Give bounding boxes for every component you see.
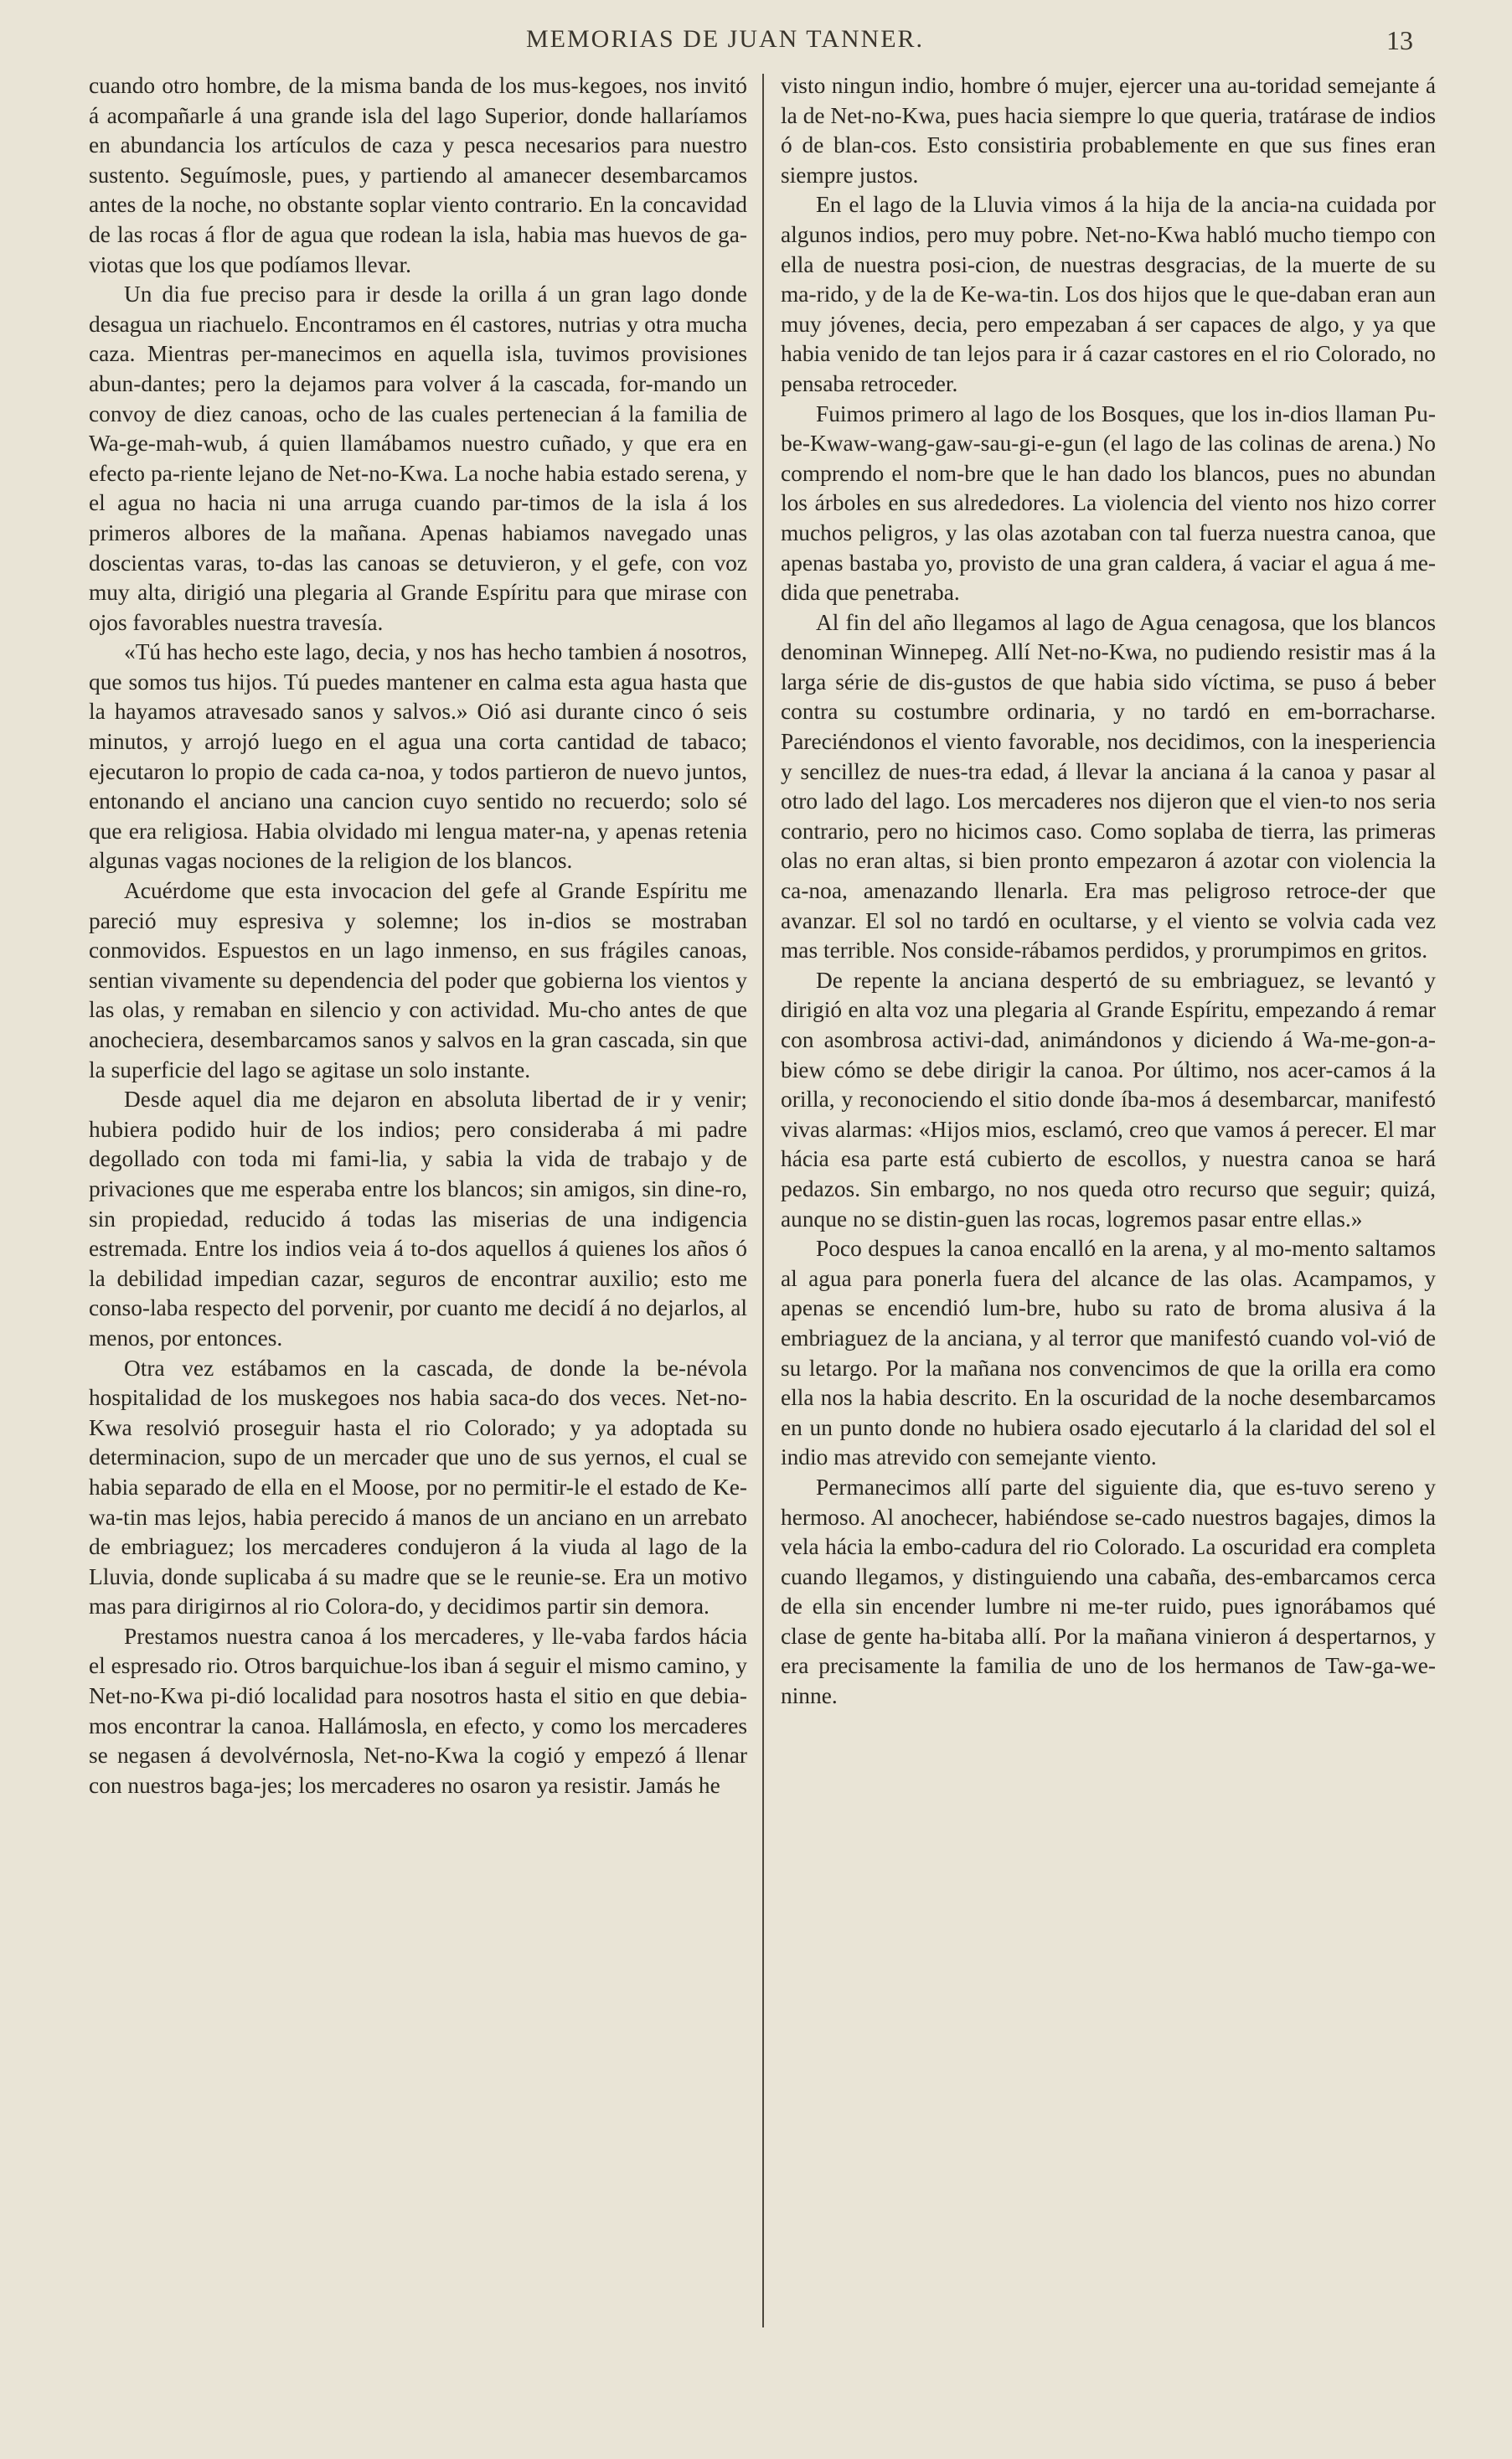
column-divider: [762, 74, 764, 2327]
paragraph: Un dia fue preciso para ir desde la orilla á un gran lago donde desagua un riachuelo. Encontramos en él castores, nutrias y otra mucha caza. Mientras per-manecimos en aquella isla, tuvimos provisiones abun-dantes; pero la dejamos para volver á la cascada, for-mando un convoy de diez canoas, ocho de las cuales pertenecian á la familia de Wa-ge-mah-wub, á quien llamábamos nuestro cuñado, y que era en efecto pa-riente lejano de Net-no-Kwa. La noche habia estado serena, y el agua no hacia ni una arruga cuando par-timos de la isla á los primeros albores de la mañana. Apenas habiamos navegado unas doscientas varas, to-das las canoas se detuvieron, y el gefe, con voz muy alta, dirigió una plegaria al Grande Espíritu para que mirase con ojos favorables nuestra travesía.: [89, 282, 747, 635]
paragraph: Desde aquel dia me dejaron en absoluta libertad de ir y venir; hubiera podido huir de los indios; pero consideraba á mi padre degollado con toda mi fami-lia, y sabia la vida de trabajo y de privaciones que me esperaba entre los blancos; sin amigos, sin dine-ro, sin propiedad, reducido á todas las miserias de una indigencia estremada. Entre los indios veia á to-dos aquellos á quienes los años ó la debilidad impedian cazar, seguros de encontrar auxilio; esto me conso-laba respecto del porvenir, por cuanto me decidí á no dejarlos, al menos, por entonces.: [89, 1087, 747, 1351]
paragraph: Al fin del año llegamos al lago de Agua cenagosa, que los blancos denominan Winnepeg. Allí Net-no-Kwa, no pudiendo resistir mas á la larga série de dis-gustos de que habia sido víctima, se puso á beber contra su costumbre ordinaria, y no tardó en em-borracharse. Pareciéndonos el viento favorable, nos decidimos, con la inesperiencia y sencillez de nues-tra edad, á llevar la anciana á la canoa y pasar al otro lado del lago. Los mercaderes nos dijeron que el vien-to nos seria contrario, pero no hicimos caso. Como soplaba de tierra, las primeras olas no eran altas, si bien pronto empezaron á azotar con violencia la ca-noa, amenazando llenarla. Era mas peligroso retroce-der que avanzar. El sol no tardó en ocultarse, y el viento se volvia cada vez mas terrible. Nos conside-rábamos perdidos, y prorumpimos en gritos.: [781, 609, 1436, 963]
paragraph: Permanecimos allí parte del siguiente dia, que es-tuvo sereno y hermoso. Al anochecer, habiéndose se-cado nuestros bagajes, dimos la vela hácia la embo-cadura del rio Colorado. La oscuridad era completa cuando llegamos, y distinguiendo una cabaña, des-embarcamos cerca de ella sin encender lumbre ni me-ter ruido, pues ignorábamos qué clase de gente ha-bitaba allí. Por la mañana vinieron á despertarnos, y era precisamente la familia de uno de los hermanos de Taw-ga-we-ninne.: [781, 1474, 1436, 1709]
page-number: 13: [1386, 25, 1413, 55]
paragraph: «Tú has hecho este lago, decia, y nos has hecho tambien á nosotros, que somos tus hijos. Tú puedes mantener en calma esta agua hasta que la hayamos atravesado sanos y salvos.» Oió asi durante cinco ó seis minutos, y arrojó luego en el agua una corta cantidad de tabaco; ejecutaron lo propio de cada ca-noa, y todos partieron de nuevo juntos, entonando el anciano una cancion cuyo sentido no recuerdo; solo sé que era religiosa. Habia olvidado mi lengua mater-na, y apenas retenia algunas vagas nociones de la religion de los blancos.: [89, 639, 747, 874]
paragraph: Prestamos nuestra canoa á los mercaderes, y lle-vaba fardos hácia el espresado rio. Otros barquichue-los iban á seguir el mismo camino, y Net-no-Kwa pi-dió localidad para nosotros hasta el sitio en que debia-mos encontrar la canoa. Hallámosla, en efecto, y como los mercaderes se negasen á devolvérnosla, Net-no-Kwa la cogió y empezó á llenar con nuestros baga-jes; los mercaderes no osaron ya resistir. Jamás he: [89, 1623, 747, 1798]
paragraph: De repente la anciana despertó de su embriaguez, se levantó y dirigió en alta voz una plegaria al Grande Espíritu, empezando á remar con asombrosa activi-dad, animándonos y diciendo á Wa-me-gon-a-biew cómo se debe dirigir la canoa. Por último, nos acer-camos á la orilla, y reconociendo el sitio donde íba-mos á desembarcar, manifestó vivas alarmas: «Hijos mios, esclamó, creo que vamos á perecer. El mar hácia esa parte está cubierto de escollos, y nuestra canoa se hará pedazos. Sin embargo, no nos queda otro recurso que seguir; quizá, aunque no se distin-guen las rocas, logremos pasar entre ellas.»: [781, 967, 1436, 1232]
paragraph: Fuimos primero al lago de los Bosques, que los in-dios llaman Pu-be-Kwaw-wang-gaw-sau-gi-e-gun (el lago de las colinas de arena.) No comprendo el nom-bre que le han dado los blancos, pues no abundan los árboles en sus alrededores. La violencia del viento nos hizo correr muchos peligros, y las olas azotaban con tal fuerza nuestra canoa, que apenas bastaba yo, provisto de una gran caldera, á vaciar el agua á me-dida que penetraba.: [781, 400, 1436, 606]
right-column: [781, 71, 1436, 1712]
paragraph: cuando otro hombre, de la misma banda de los mus-kegoes, nos invitó á acompañarle á una grande isla del lago Superior, donde hallaríamos en abundancia los artículos de caza y pesca necesarios para nuestro sustento. Seguímosle, pues, y partiendo al amanecer desembarcamos antes de la noche, no obstante soplar viento contrario. En la concavidad de las rocas á flor de agua que rodean la isla, habia mas huevos de ga-viotas que los que podíamos llevar.: [89, 73, 747, 277]
paragraph: Poco despues la canoa encalló en la arena, y al mo-mento saltamos al agua para ponerla fuera del alcance de las olas. Acampamos, y apenas se encendió lum-bre, hubo su rato de broma alusiva á la embriaguez de la anciana, y al terror que manifestó cuando vol-vió de su letargo. Por la mañana nos convencimos de que la orilla era como ella nos la habia descrito. En la oscuridad de la noche desembarcamos en un punto donde no hubiera osado ejecutarlo á la claridad del sol el indio mas atrevido con semejante viento.: [781, 1236, 1436, 1470]
paragraph: En el lago de la Lluvia vimos á la hija de la ancia-na cuidada por algunos indios, pero muy pobre. Net-no-Kwa habló mucho tiempo con ella de nuestra posi-cion, de nuestras desgracias, de la muerte de su ma-rido, y de la de Ke-wa-tin. Los dos hijos que le que-daban eran aun muy jóvenes, decia, pero empezaban á ser capaces de algo, y ya que habia venido de tan lejos para ir á cazar castores en el rio Colorado, no pensaba retroceder.: [781, 192, 1436, 396]
paragraph: Otra vez estábamos en la cascada, de donde la be-névola hospitalidad de los muskegoes nos habia saca-do dos veces. Net-no-Kwa resolvió proseguir hasta el rio Colorado; y ya adoptada su determinacion, supo de un mercader que uno de sus yernos, el cual se habia separado de ella en el Moose, por no permitir-le el estado de Ke-wa-tin mas lejos, habia perecido á manos de un anciano en un arrebato de embriaguez; los mercaderes condujeron á la viuda al lago de la Lluvia, donde suplicaba á su madre que se le reunie-se. Era un motivo mas para dirigirnos al rio Colora-do, y decidimos partir sin demora.: [89, 1355, 747, 1620]
paragraph: visto ningun indio, hombre ó mujer, ejercer una au-toridad semejante á la de Net-no-Kwa, pues hacia siempre lo que queria, tratárase de indios ó de blan-cos. Esto consistiria probablemente en que sus fines eran siempre justos.: [781, 73, 1436, 188]
left-column: [89, 71, 747, 1800]
running-header: MEMORIAS DE JUAN TANNER.: [526, 25, 925, 53]
paragraph: Acuérdome que esta invocacion del gefe al Grande Espíritu me pareció muy espresiva y solemne; los in-dios se mostraban conmovidos. Espuestos en un lago inmenso, en sus frágiles canoas, sentian vivamente su dependencia del poder que gobierna los vientos y las olas, y remaban en silencio y con actividad. Mu-cho antes de que anocheciera, desembarcamos sanos y salvos en la gran cascada, sin que la superficie del lago se agitase un solo instante.: [89, 878, 747, 1082]
